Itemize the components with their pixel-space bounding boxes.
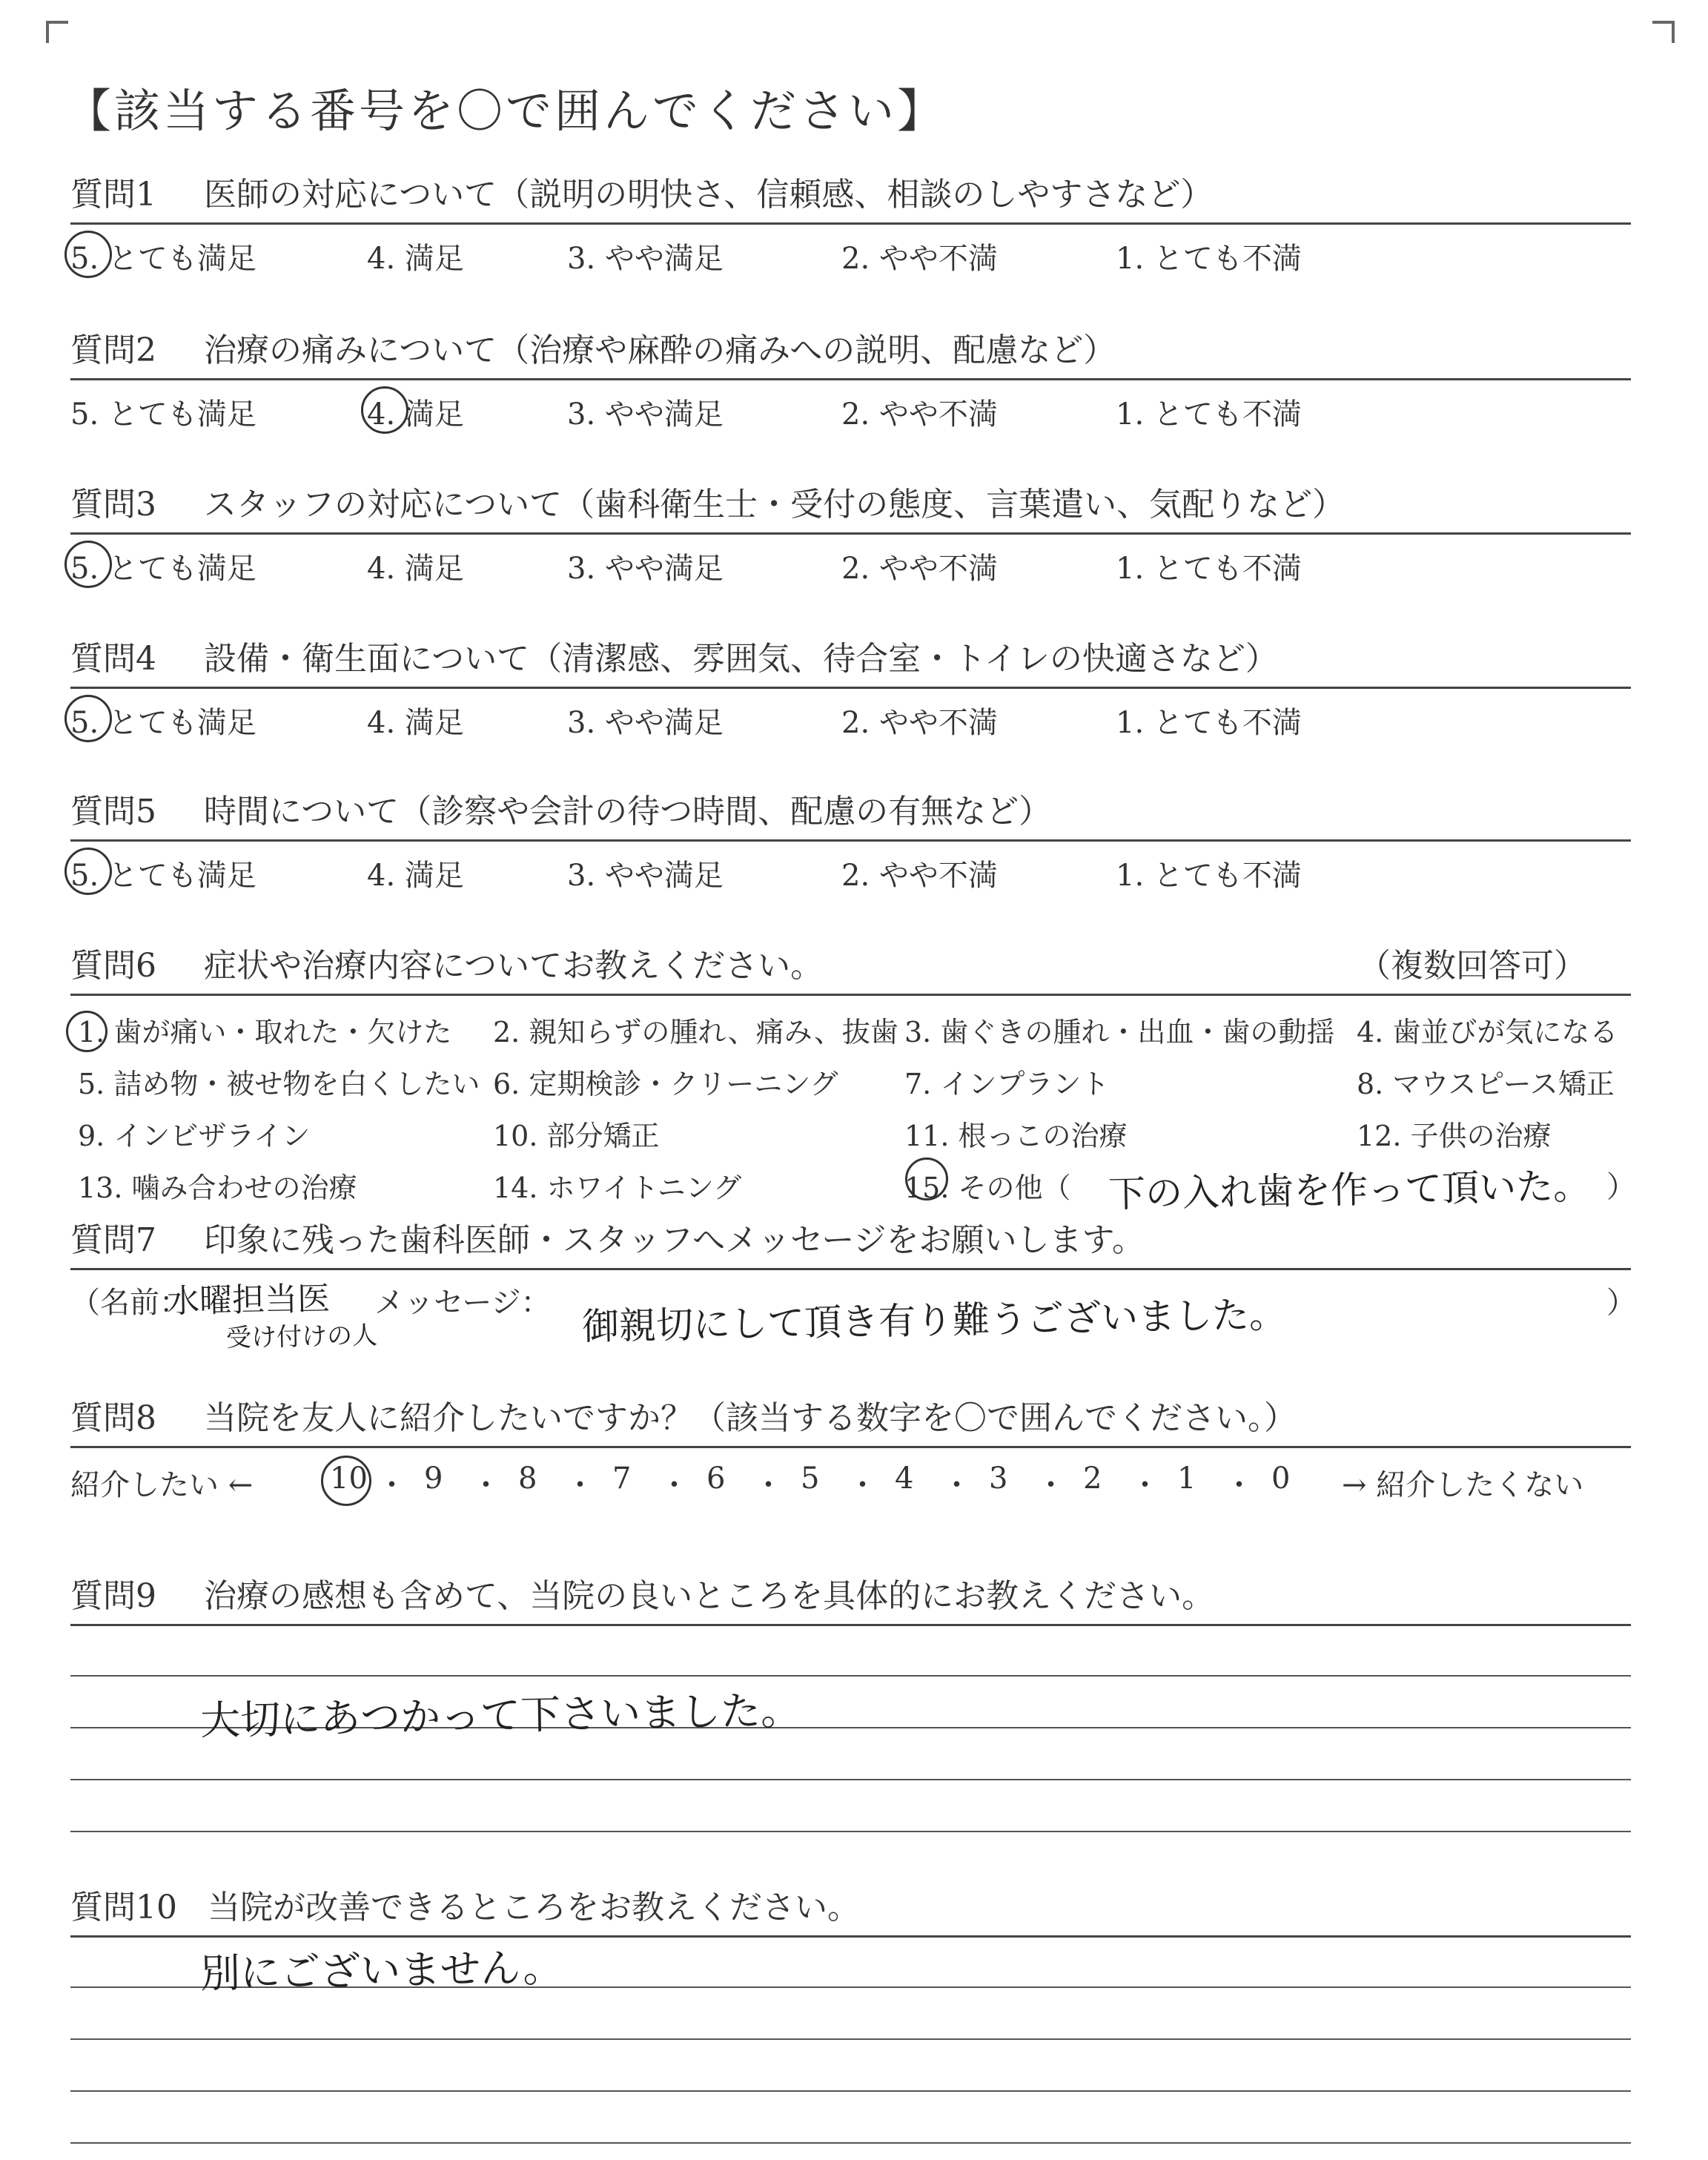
rating-option[interactable]: 4. 満足: [367, 706, 464, 740]
selection-circle: [64, 231, 112, 278]
symptom-option[interactable]: 6. 定期検診・クリーニング: [493, 1068, 838, 1100]
q6-options: [70, 996, 1636, 1216]
selection-circle: [361, 386, 408, 434]
symptom-option[interactable]: 7. インプラント: [904, 1068, 1110, 1100]
question-3: [70, 473, 1631, 587]
question-text: 治療の痛みについて（治療や麻酔の痛みへの説明、配慮など）: [204, 331, 1116, 369]
scale-separator: ・: [471, 1468, 501, 1502]
ruled-line: [70, 1675, 1631, 1677]
symptom-option[interactable]: 10. 部分矯正: [493, 1120, 660, 1152]
rating-option[interactable]: 3. やや満足: [567, 242, 724, 276]
rating-option[interactable]: 2. やや不満: [841, 859, 998, 893]
corner-mark: [1672, 21, 1675, 43]
scale-number[interactable]: 1: [1177, 1462, 1196, 1496]
question-header: [70, 934, 1631, 996]
scale-number[interactable]: 0: [1271, 1462, 1291, 1496]
rating-option[interactable]: 4. 満足: [367, 242, 464, 276]
rating-option[interactable]: 5. とても満足: [70, 242, 256, 276]
q10-handwritten-answer: 別にございません。: [199, 1943, 563, 1998]
question-text: 時間について（診察や会計の待つ時間、配慮の有無など）: [204, 793, 1052, 830]
ruled-line: [70, 2038, 1631, 2040]
rating-option[interactable]: 2. やや不満: [841, 242, 998, 276]
question-header: [70, 1209, 1631, 1270]
rating-option[interactable]: 1. とても不満: [1116, 706, 1302, 740]
symptom-option[interactable]: 4. 歯並びが気になる: [1357, 1016, 1618, 1048]
scale-number[interactable]: 6: [706, 1462, 726, 1496]
q10-answer-area: [70, 1938, 1631, 2160]
rating-option[interactable]: 5. とても満足: [70, 397, 256, 432]
scale-separator: ・: [565, 1468, 595, 1502]
symptom-option[interactable]: 8. マウスピース矯正: [1357, 1068, 1615, 1100]
scale-separator: ・: [941, 1468, 972, 1502]
corner-mark: [46, 21, 49, 43]
q8-scale: [70, 1448, 1631, 1507]
selection-circle: [64, 695, 112, 742]
question-9: [70, 1565, 1631, 1849]
message-label: メッセージ：: [374, 1286, 551, 1320]
symptom-option[interactable]: 5. 詰め物・被せ物を白くしたい: [78, 1068, 480, 1100]
rating-option[interactable]: 5. とても満足: [70, 859, 256, 893]
scale-separator: ・: [1036, 1468, 1066, 1502]
question-number: 質問6: [70, 947, 156, 985]
question-number: 質問5: [70, 793, 156, 830]
question-text: 印象に残った歯科医師・スタッフへメッセージをお願いします。: [204, 1221, 1145, 1259]
question-number: 質問10: [70, 1889, 177, 1926]
rating-option[interactable]: 4. 満足: [367, 397, 464, 432]
other-handwritten-answer: 下の入れ歯を作って頂いた。: [1108, 1164, 1591, 1216]
rating-options: [70, 535, 1631, 587]
symptom-option[interactable]: 9. インビザライン: [78, 1120, 311, 1152]
question-2: [70, 319, 1631, 432]
question-number: 質問1: [70, 176, 156, 214]
ruled-line: [70, 1779, 1631, 1780]
rating-option[interactable]: 5. とても満足: [70, 552, 256, 586]
symptom-option[interactable]: 14. ホワイトニング: [493, 1172, 742, 1204]
recommend-left-label: 紹介したい ←: [70, 1468, 254, 1502]
scale-number[interactable]: 2: [1083, 1462, 1102, 1496]
question-5: [70, 780, 1631, 894]
question-number: 質問8: [70, 1399, 156, 1437]
question-text: 設備・衛生面について（清潔感、雰囲気、待合室・トイレの快適さなど）: [204, 640, 1278, 678]
scale-number[interactable]: 9: [424, 1462, 443, 1496]
scale-number[interactable]: 5: [801, 1462, 820, 1496]
question-header: [70, 1883, 1631, 1938]
symptom-option[interactable]: 15. その他（: [904, 1172, 1071, 1204]
question-6: [70, 934, 1636, 1216]
symptom-option[interactable]: 3. 歯ぐきの腫れ・出血・歯の動揺: [904, 1016, 1335, 1048]
corner-mark: [46, 21, 68, 24]
other-close-paren: ）: [1606, 1170, 1636, 1204]
question-number: 質問3: [70, 486, 156, 524]
question-text: 当院が改善できるところをお教えください。: [208, 1889, 860, 1926]
scale-separator: ・: [659, 1468, 689, 1502]
rating-options: [70, 689, 1631, 741]
question-header: [70, 1401, 1631, 1448]
name-handwritten: 水曜担当医: [166, 1280, 331, 1321]
rating-options: [70, 225, 1631, 277]
recommend-right-label: → 紹介したくない: [1342, 1468, 1584, 1502]
message-handwritten: 御親切にして頂き有り難うございました。: [581, 1292, 1287, 1349]
rating-option[interactable]: 3. やや満足: [567, 859, 724, 893]
rating-option[interactable]: 3. やや満足: [567, 397, 724, 432]
rating-option[interactable]: 1. とても不満: [1116, 242, 1302, 276]
rating-option[interactable]: 4. 満足: [367, 859, 464, 893]
question-1: [70, 163, 1631, 277]
question-text: 医師の対応について（説明の明快さ、信頼感、相談のしやすさなど）: [204, 176, 1214, 214]
rating-option[interactable]: 1. とても不満: [1116, 859, 1302, 893]
page-title: 【該当する番号を〇で囲んでください】: [65, 84, 947, 138]
rating-option[interactable]: 3. やや満足: [567, 552, 724, 586]
ruled-line: [70, 1831, 1631, 1832]
scale-number[interactable]: 8: [518, 1462, 537, 1496]
question-number: 質問9: [70, 1577, 156, 1615]
multiple-answer-note: （複数回答可）: [1358, 947, 1586, 985]
rating-option[interactable]: 2. やや不満: [841, 706, 998, 740]
question-header: [70, 319, 1631, 380]
question-number: 質問7: [70, 1221, 156, 1259]
rating-options: [70, 842, 1631, 894]
q9-answer-area: [70, 1626, 1631, 1849]
symptom-option[interactable]: 11. 根っこの治療: [904, 1120, 1128, 1152]
scale-separator: ・: [1224, 1468, 1254, 1502]
question-7: [70, 1209, 1636, 1353]
corner-mark: [1652, 21, 1675, 24]
question-text: 症状や治療内容についてお教えください。: [204, 947, 824, 985]
ruled-line: [70, 2142, 1631, 2144]
scale-number[interactable]: 3: [989, 1462, 1008, 1496]
question-4: [70, 627, 1631, 741]
symptom-option[interactable]: 1. 歯が痛い・取れた・欠けた: [78, 1016, 452, 1048]
scale-number[interactable]: 7: [612, 1462, 632, 1496]
selection-circle: [64, 848, 112, 895]
rating-options: [70, 380, 1631, 432]
ruled-line: [70, 2090, 1631, 2092]
question-header: [70, 1565, 1631, 1626]
question-text: スタッフの対応について（歯科衛生士・受付の態度、言葉遣い、気配りなど）: [204, 486, 1345, 524]
question-header: [70, 163, 1631, 225]
question-text: 治療の感想も含めて、当院の良いところを具体的にお教えください。: [204, 1577, 1215, 1615]
q7-answer-row: [70, 1270, 1636, 1353]
scale-number[interactable]: 4: [895, 1462, 914, 1496]
question-10: [70, 1883, 1631, 2160]
question-text: 当院を友人に紹介したいですか？（該当する数字を〇で囲んでください。）: [204, 1399, 1297, 1437]
rating-option[interactable]: 2. やや不満: [841, 552, 998, 586]
selection-circle: [64, 541, 112, 588]
scale-separator: ・: [1130, 1468, 1160, 1502]
rating-option[interactable]: 2. やや不満: [841, 397, 998, 432]
question-8: [70, 1401, 1631, 1507]
question-header: [70, 780, 1631, 842]
symptom-option[interactable]: 13. 噛み合わせの治療: [78, 1172, 357, 1204]
q9-handwritten-answer: 大切にあつかって下さいました。: [199, 1686, 801, 1745]
rating-option[interactable]: 4. 満足: [367, 552, 464, 586]
name-label: （名前：: [70, 1286, 189, 1320]
rating-option[interactable]: 1. とても不満: [1116, 552, 1302, 586]
scale-separator: ・: [847, 1468, 878, 1502]
scale-separator: ・: [753, 1468, 784, 1502]
symptom-option[interactable]: 2. 親知らずの腫れ、痛み、抜歯: [493, 1016, 898, 1048]
name-handwritten-second: 受け付けの人: [225, 1321, 378, 1353]
scale-separator: ・: [377, 1468, 407, 1502]
question-header: [70, 473, 1631, 535]
question-number: 質問4: [70, 640, 156, 678]
scale-number[interactable]: 10: [330, 1462, 368, 1496]
question-header: [70, 627, 1631, 689]
symptom-option[interactable]: 12. 子供の治療: [1357, 1120, 1552, 1152]
rating-option[interactable]: 1. とても不満: [1116, 397, 1302, 432]
q7-close-paren: ）: [1606, 1286, 1636, 1320]
rating-option[interactable]: 5. とても満足: [70, 706, 256, 740]
rating-option[interactable]: 3. やや満足: [567, 706, 724, 740]
question-number: 質問2: [70, 331, 156, 369]
